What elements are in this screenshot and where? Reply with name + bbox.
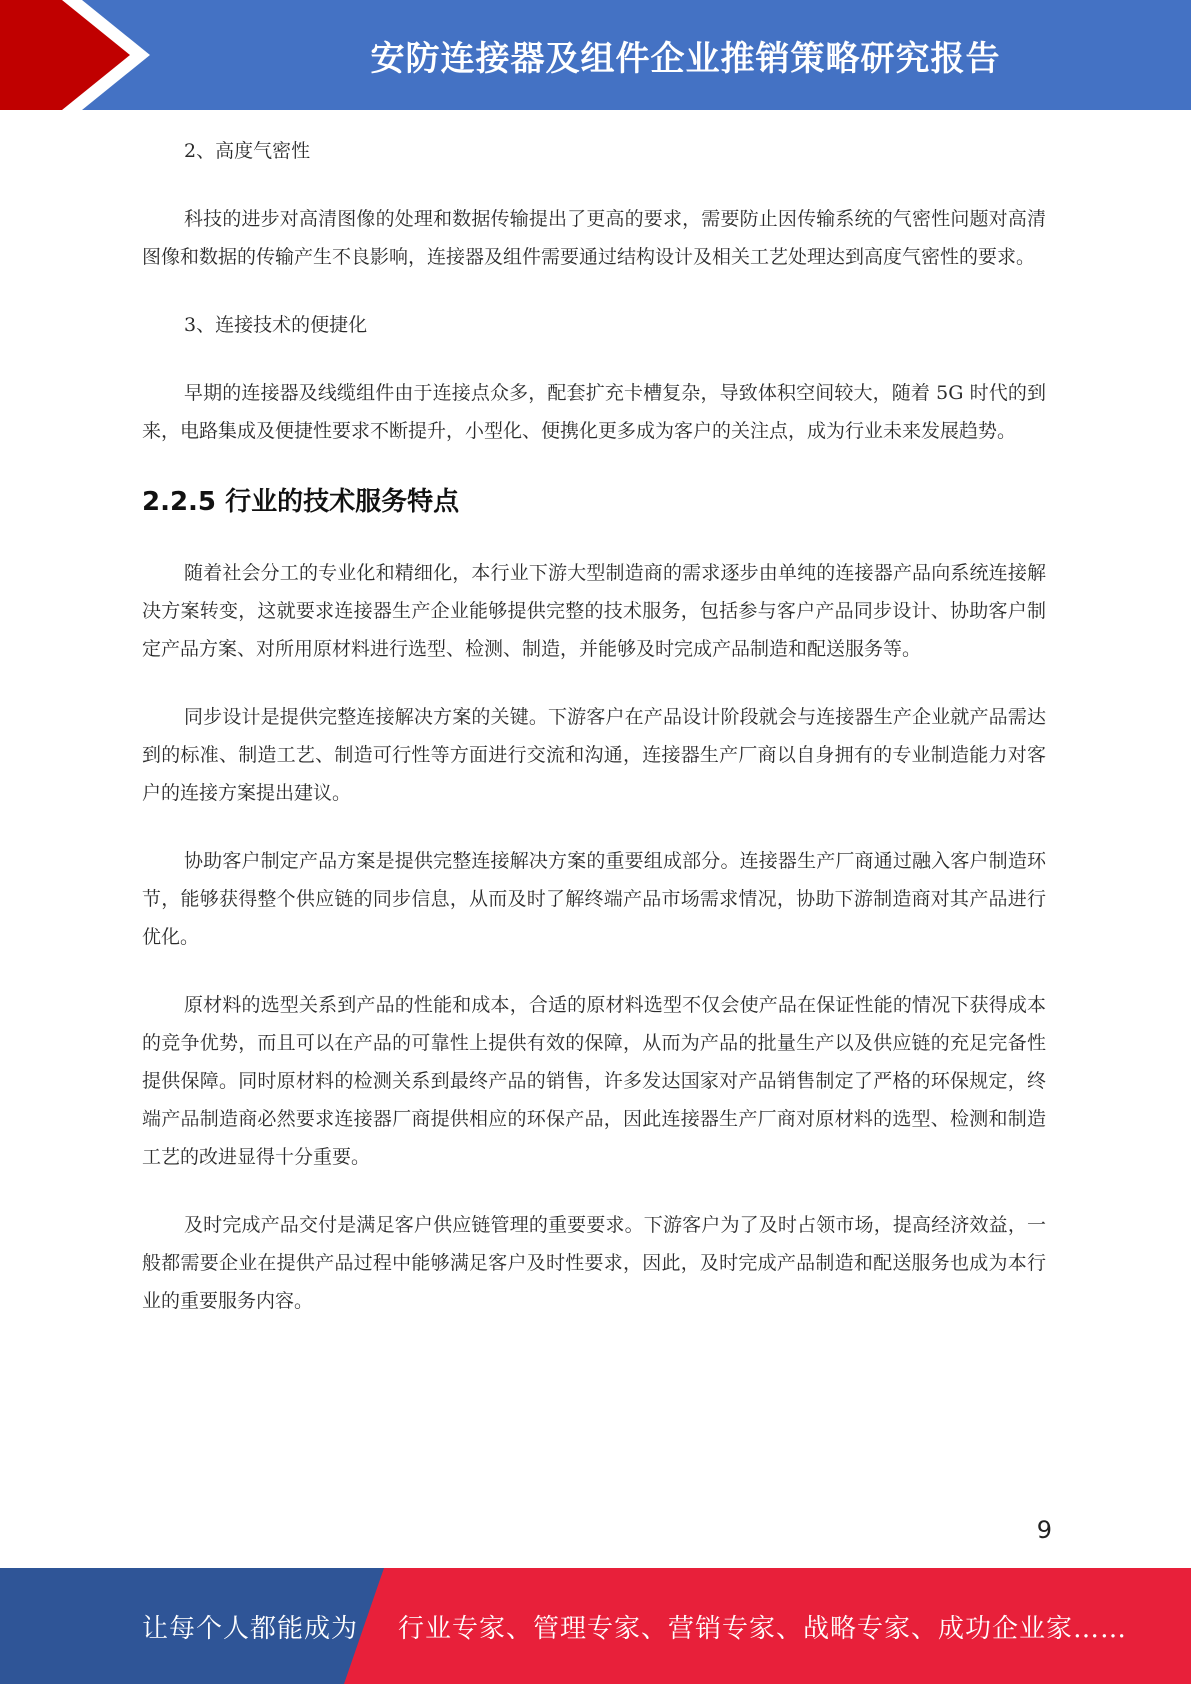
paragraph: 原材料的选型关系到产品的性能和成本，合适的原材料选型不仅会使产品在保证性能的情况下获得成本的竞争优势，而且可以在产品的可靠性上提供有效的保障，从而为产品的批量生产以及供应链的充足完备性提供保障。同时原材料的检测关系到最终产品的销售，许多发达国家对产品销售制定了严格的环保规定，终端产品制造商必然要求连接器厂商提供相应的环保产品，因此连接器生产厂商对原材料的选型、检测和制造工艺的改进显得十分重要。	[142, 994, 1046, 1168]
footer-slogan-left: 让每个人都能成为	[142, 1613, 359, 1644]
header-banner	[0, 0, 1191, 110]
paragraph: 协助客户制定产品方案是提供完整连接解决方案的重要组成部分。连接器生产厂商通过融入客户制造环节，能够获得整个供应链的同步信息，从而及时了解终端产品市场需求情况，协助下游制造商对其产品进行优化。	[142, 850, 1046, 948]
paragraph: 随着社会分工的专业化和精细化，本行业下游大型制造商的需求逐步由单纯的连接器产品向系统连接解决方案转变，这就要求连接器生产企业能够提供完整的技术服务，包括参与客户产品同步设计、协助客户制定产品方案、对所用原材料进行选型、检测、制造，并能够及时完成产品制造和配送服务等。	[142, 562, 1046, 660]
item2-paragraph: 科技的进步对高清图像的处理和数据传输提出了更高的要求，需要防止因传输系统的气密性问题对高清图像和数据的传输产生不良影响，连接器及组件需要通过结构设计及相关工艺处理达到高度气密性的要求。	[142, 208, 1046, 268]
footer-banner	[0, 1568, 1191, 1684]
item3-paragraph: 早期的连接器及线缆组件由于连接点众多，配套扩充卡槽复杂，导致体积空间较大，随着 5G 时代的到来，电路集成及便捷性要求不断提升，小型化、便携化更多成为客户的关注点，成为行业未来发展趋势。	[142, 382, 1046, 442]
paragraph: 及时完成产品交付是满足客户供应链管理的重要要求。下游客户为了及时占领市场，提高经济效益，一般都需要企业在提供产品过程中能够满足客户及时性要求，因此，及时完成产品制造和配送服务也成为本行业的重要服务内容。	[142, 1214, 1046, 1312]
section-heading: 2.2.5 行业的技术服务特点	[142, 487, 460, 517]
paragraph: 同步设计是提供完整连接解决方案的关键。下游客户在产品设计阶段就会与连接器生产企业就产品需达到的标准、制造工艺、制造可行性等方面进行交流和沟通，连接器生产厂商以自身拥有的专业制造能力对客户的连接方案提出建议。	[142, 706, 1046, 804]
page-number: 9	[1036, 1516, 1052, 1544]
item2-title: 2、高度气密性	[184, 140, 311, 162]
header-arrow-fill	[0, 0, 130, 110]
report-title: 安防连接器及组件企业推销策略研究报告	[370, 38, 1001, 79]
footer-slogan-right: 行业专家、管理专家、营销专家、战略专家、成功企业家……	[398, 1613, 1128, 1644]
item3-title: 3、连接技术的便捷化	[184, 314, 368, 336]
page-content	[142, 132, 1046, 1320]
header-arrow-icon	[0, 0, 180, 110]
